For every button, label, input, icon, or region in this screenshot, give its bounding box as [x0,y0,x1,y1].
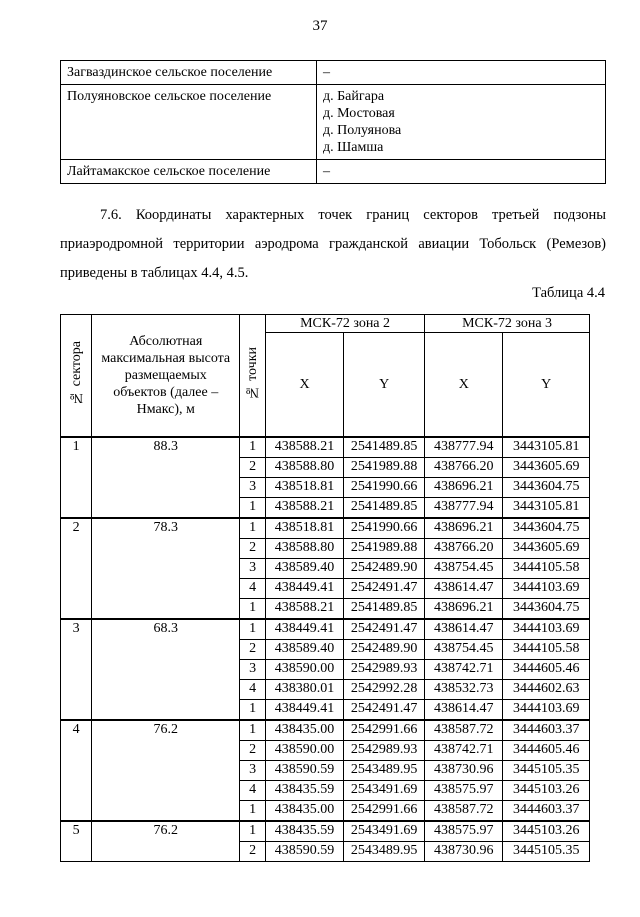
y-zone-2: 2541990.66 [344,518,425,539]
y-zone-2: 2541489.85 [344,497,425,518]
y-zone-2: 2542491.47 [344,578,425,598]
header-y-zone-2: Y [344,333,425,437]
x-zone-2: 438588.80 [265,457,343,477]
paragraph-7-6 [60,201,606,288]
x-zone-2: 438590.00 [265,740,343,760]
point-number: 2 [240,740,266,760]
point-number: 1 [240,598,266,619]
y-zone-2: 2542491.47 [344,619,425,640]
hmax-value: 76.2 [92,821,240,862]
point-number: 3 [240,659,266,679]
y-zone-2: 2542989.93 [344,740,425,760]
point-number: 3 [240,558,266,578]
village-name: – [323,65,330,80]
x-zone-2: 438449.41 [265,699,343,720]
header-zone-3: МСК-72 зона 3 [425,315,590,333]
village-name: д. Шамша [323,140,384,155]
table-row [61,518,590,539]
y-zone-3: 3444603.37 [503,720,590,741]
x-zone-3: 438777.94 [425,437,503,458]
village-name: д. Байгара [323,89,385,104]
y-zone-3: 3443604.75 [503,598,590,619]
x-zone-3: 438742.71 [425,740,503,760]
sector-number: 2 [61,518,92,619]
y-zone-3: 3445105.35 [503,760,590,780]
y-zone-3: 3445103.26 [503,821,590,842]
x-zone-3: 438696.21 [425,598,503,619]
x-zone-2: 438590.59 [265,760,343,780]
point-number: 4 [240,578,266,598]
y-zone-2: 2542489.90 [344,639,425,659]
y-zone-3: 3445105.35 [503,841,590,861]
point-number: 1 [240,437,266,458]
sector-number: 1 [61,437,92,518]
settlement-name: Лайтамакское сельское поселение [61,160,317,184]
y-zone-3: 3443604.75 [503,518,590,539]
x-zone-3: 438766.20 [425,457,503,477]
hmax-value: 78.3 [92,518,240,619]
y-zone-2: 2541989.88 [344,457,425,477]
x-zone-2: 438588.21 [265,437,343,458]
hmax-value: 76.2 [92,720,240,821]
x-zone-3: 438696.21 [425,477,503,497]
y-zone-2: 2543491.69 [344,780,425,800]
y-zone-3: 3444602.63 [503,679,590,699]
x-zone-3: 438614.47 [425,578,503,598]
y-zone-3: 3444605.46 [503,659,590,679]
point-number: 2 [240,457,266,477]
settlement-name: Полуяновское сельское поселение [61,85,317,160]
x-zone-3: 438754.45 [425,558,503,578]
sector-number: 5 [61,821,92,862]
x-zone-3: 438614.47 [425,699,503,720]
y-zone-3: 3444103.69 [503,699,590,720]
y-zone-2: 2543491.69 [344,821,425,842]
y-zone-2: 2543489.95 [344,760,425,780]
header-point: № точки [240,315,266,437]
x-zone-2: 438435.00 [265,720,343,741]
x-zone-2: 438435.00 [265,800,343,821]
settlements-table [60,60,606,184]
y-zone-3: 3443105.81 [503,497,590,518]
x-zone-3: 438730.96 [425,841,503,861]
x-zone-2: 438518.81 [265,518,343,539]
point-number: 3 [240,760,266,780]
x-zone-3: 438742.71 [425,659,503,679]
header-x-zone-2: X [265,333,343,437]
point-number: 1 [240,619,266,640]
y-zone-2: 2542989.93 [344,659,425,679]
y-zone-2: 2542992.28 [344,679,425,699]
table-row [61,437,590,458]
point-number: 2 [240,841,266,861]
header-x-zone-3: X [425,333,503,437]
point-number: 1 [240,800,266,821]
settlement-name: Загваздинское сельское поселение [61,61,317,85]
point-number: 3 [240,477,266,497]
x-zone-2: 438380.01 [265,679,343,699]
x-zone-3: 438614.47 [425,619,503,640]
y-zone-3: 3443605.69 [503,457,590,477]
page-number: 37 [312,18,328,34]
x-zone-2: 438590.00 [265,659,343,679]
point-number: 2 [240,639,266,659]
y-zone-2: 2541489.85 [344,598,425,619]
settlement-row [61,160,606,184]
hmax-value: 88.3 [92,437,240,518]
x-zone-2: 438589.40 [265,558,343,578]
table-row [61,720,590,741]
point-number: 1 [240,720,266,741]
point-number: 1 [240,518,266,539]
point-number: 1 [240,497,266,518]
settlement-row [61,61,606,85]
village-name: д. Полуянова [323,123,402,138]
x-zone-2: 438435.59 [265,780,343,800]
y-zone-2: 2541990.66 [344,477,425,497]
x-zone-2: 438449.41 [265,578,343,598]
hmax-value: 68.3 [92,619,240,720]
x-zone-3: 438575.97 [425,780,503,800]
point-number: 1 [240,699,266,720]
point-number: 1 [240,821,266,842]
settlement-row [61,85,606,160]
y-zone-2: 2542991.66 [344,800,425,821]
paragraph-line-2: приаэродромной территории аэродрома гражданской авиации Тобольск (Ремезов) [60,236,606,252]
header-hmax: Абсолютная максимальная высота размещаемых объектов (далее – Нмакс), м [92,315,240,437]
point-number: 4 [240,780,266,800]
x-zone-3: 438777.94 [425,497,503,518]
y-zone-2: 2543489.95 [344,841,425,861]
x-zone-3: 438587.72 [425,800,503,821]
header-sector: № сектора [61,315,92,437]
point-number: 4 [240,679,266,699]
x-zone-2: 438588.21 [265,497,343,518]
settlement-villages [317,61,606,85]
x-zone-2: 438590.59 [265,841,343,861]
table-row [61,821,590,842]
y-zone-2: 2541989.88 [344,538,425,558]
y-zone-3: 3443604.75 [503,477,590,497]
x-zone-2: 438518.81 [265,477,343,497]
x-zone-3: 438730.96 [425,760,503,780]
y-zone-3: 3444103.69 [503,619,590,640]
y-zone-2: 2542491.47 [344,699,425,720]
y-zone-3: 3443605.69 [503,538,590,558]
x-zone-3: 438754.45 [425,639,503,659]
table-row [61,619,590,640]
settlement-villages [317,85,606,160]
x-zone-3: 438532.73 [425,679,503,699]
x-zone-2: 438435.59 [265,821,343,842]
y-zone-3: 3444105.58 [503,558,590,578]
point-number: 2 [240,538,266,558]
village-name: – [323,164,330,179]
x-zone-3: 438766.20 [425,538,503,558]
y-zone-3: 3444105.58 [503,639,590,659]
paragraph-line-3: приведены в таблицах 4.4, 4.5. [60,265,249,281]
sector-number: 3 [61,619,92,720]
coordinates-table [60,314,590,862]
x-zone-2: 438588.80 [265,538,343,558]
header-zone-2: МСК-72 зона 2 [265,315,424,333]
x-zone-2: 438449.41 [265,619,343,640]
x-zone-2: 438589.40 [265,639,343,659]
x-zone-2: 438588.21 [265,598,343,619]
settlement-villages [317,160,606,184]
y-zone-3: 3444103.69 [503,578,590,598]
y-zone-3: 3444603.37 [503,800,590,821]
x-zone-3: 438696.21 [425,518,503,539]
x-zone-3: 438587.72 [425,720,503,741]
y-zone-2: 2542991.66 [344,720,425,741]
y-zone-3: 3445103.26 [503,780,590,800]
paragraph-line-1: 7.6. Координаты характерных точек границ секторов третьей подзоны [100,207,606,223]
sector-number: 4 [61,720,92,821]
y-zone-3: 3443105.81 [503,437,590,458]
village-name: д. Мостовая [323,106,395,121]
header-y-zone-3: Y [503,333,590,437]
y-zone-3: 3444605.46 [503,740,590,760]
y-zone-2: 2542489.90 [344,558,425,578]
y-zone-2: 2541489.85 [344,437,425,458]
table-label: Таблица 4.4 [532,285,605,301]
x-zone-3: 438575.97 [425,821,503,842]
